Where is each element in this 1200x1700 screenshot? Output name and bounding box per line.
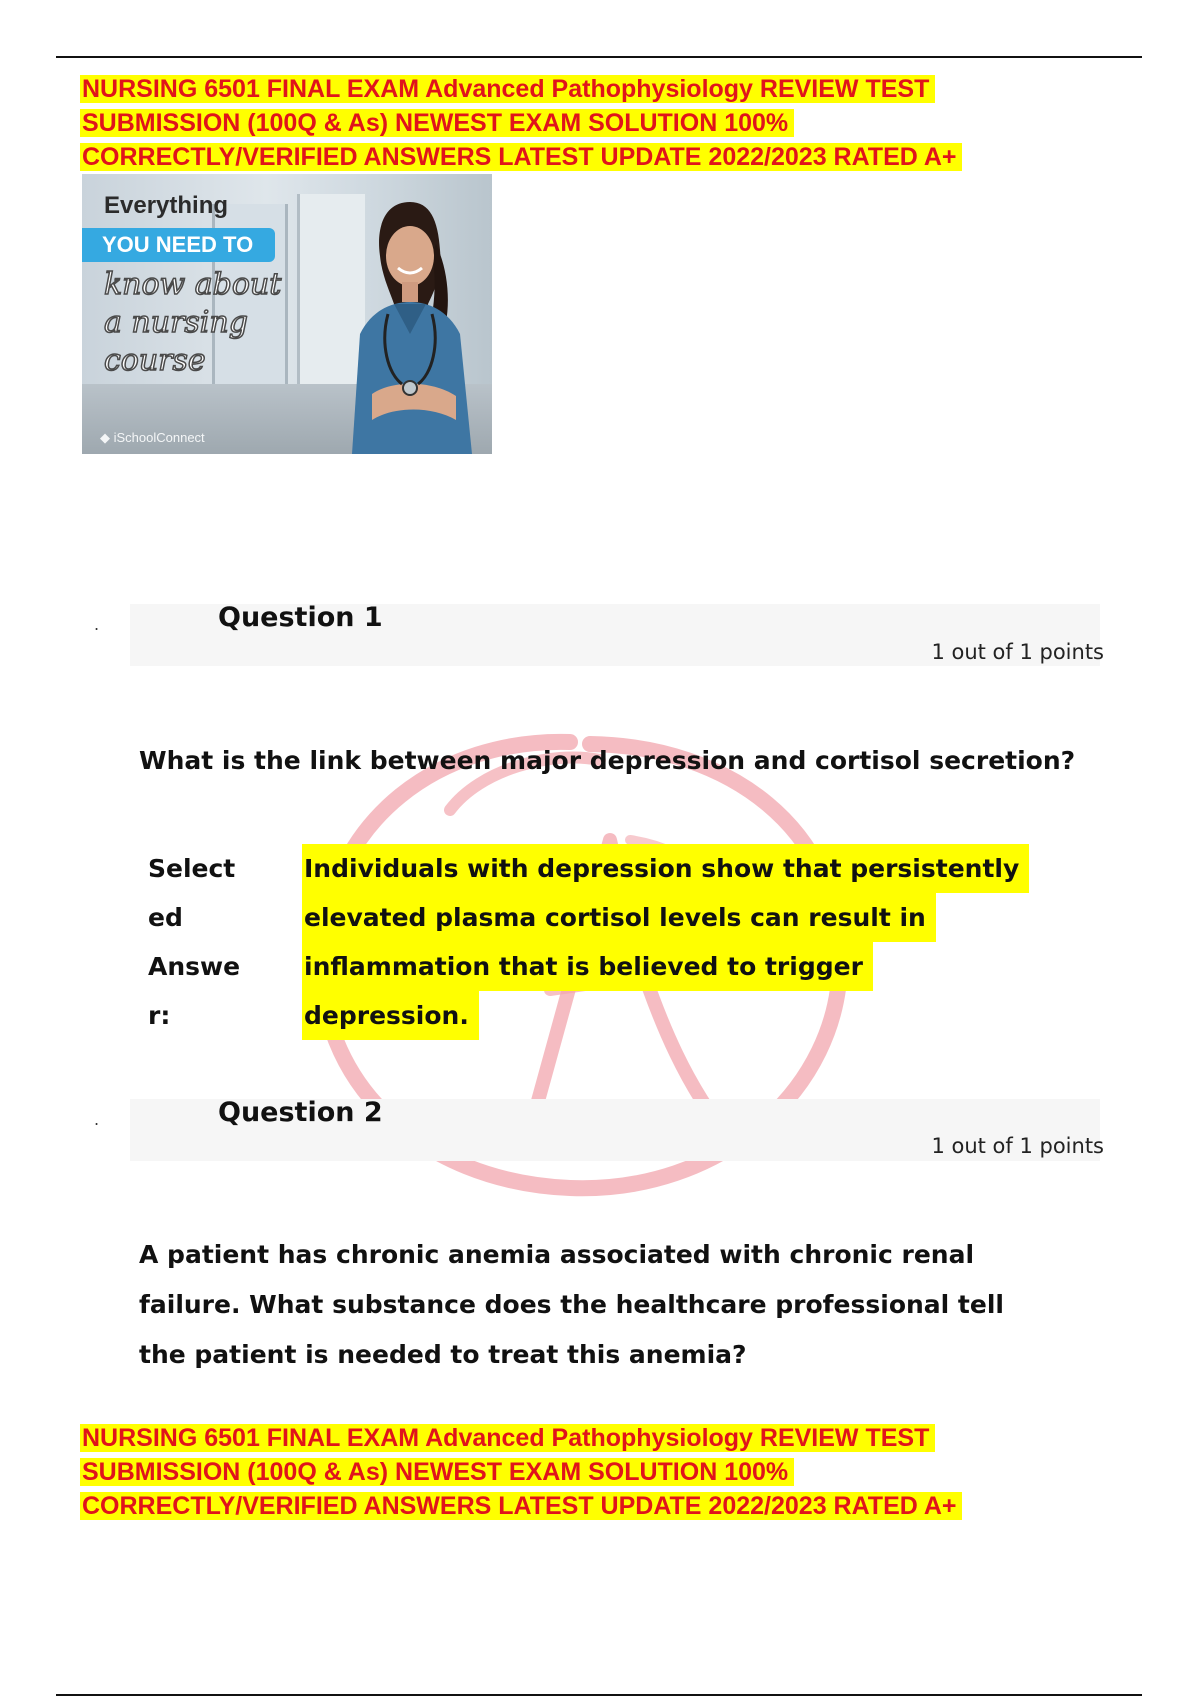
promo-line-you-need-to: YOU NEED TO xyxy=(82,228,275,262)
nurse-illustration xyxy=(332,184,492,454)
label-fragment: Select xyxy=(148,854,236,883)
banner-line: CORRECTLY/VERIFIED ANSWERS LATEST UPDATE 2022/2023 RATED A+ xyxy=(80,1492,962,1520)
answer-line: depression. xyxy=(302,991,479,1040)
question-text-line: the patient is needed to treat this anemia? xyxy=(139,1340,747,1369)
footer-banner xyxy=(80,1421,1080,1523)
answer-line: Individuals with depression show that persistently xyxy=(302,844,1029,893)
banner-line: SUBMISSION (100Q & As) NEWEST EXAM SOLUTION 100% xyxy=(80,109,794,137)
promo-brand-name: iSchoolConnect xyxy=(113,430,205,445)
promo-script-line: know about xyxy=(104,267,282,302)
question-text-line: failure. What substance does the healthcare professional tell xyxy=(139,1290,1004,1319)
label-fragment: Answe xyxy=(148,952,241,981)
answer-line: inflammation that is believed to trigger xyxy=(302,942,873,991)
header-banner xyxy=(80,72,1080,174)
question-bullet: . xyxy=(94,1110,100,1129)
question-text-line: A patient has chronic anemia associated with chronic renal xyxy=(139,1240,975,1269)
promo-image xyxy=(82,174,492,454)
banner-line: NURSING 6501 FINAL EXAM Advanced Pathophysiology REVIEW TEST xyxy=(80,75,935,103)
banner-line: SUBMISSION (100Q & As) NEWEST EXAM SOLUTION 100% xyxy=(80,1458,794,1486)
question-text xyxy=(139,1230,1039,1380)
promo-script-line: course xyxy=(104,343,206,378)
bottom-rule xyxy=(56,1694,1142,1696)
label-fragment: r: xyxy=(148,1001,171,1030)
label-fragment: ed xyxy=(148,903,183,932)
selected-answer-label xyxy=(148,844,258,1040)
question-title: Question 1 xyxy=(218,602,383,633)
answer-line: elevated plasma cortisol levels can result in xyxy=(302,893,936,942)
question-points: 1 out of 1 points xyxy=(931,1134,1104,1158)
promo-brand: ◆ iSchoolConnect xyxy=(100,430,205,445)
top-rule xyxy=(56,56,1142,58)
promo-script-text xyxy=(104,266,324,380)
question-text: What is the link between major depression and cortisol secretion? xyxy=(139,746,1076,775)
question-bullet: . xyxy=(94,615,100,634)
question-title: Question 2 xyxy=(218,1097,383,1128)
selected-answer-text xyxy=(302,844,1082,1040)
banner-line: CORRECTLY/VERIFIED ANSWERS LATEST UPDATE 2022/2023 RATED A+ xyxy=(80,143,962,171)
promo-script-line: a nursing xyxy=(104,305,248,340)
question-points: 1 out of 1 points xyxy=(931,640,1104,664)
banner-line: NURSING 6501 FINAL EXAM Advanced Pathophysiology REVIEW TEST xyxy=(80,1424,935,1452)
promo-line-everything: Everything xyxy=(104,192,229,219)
